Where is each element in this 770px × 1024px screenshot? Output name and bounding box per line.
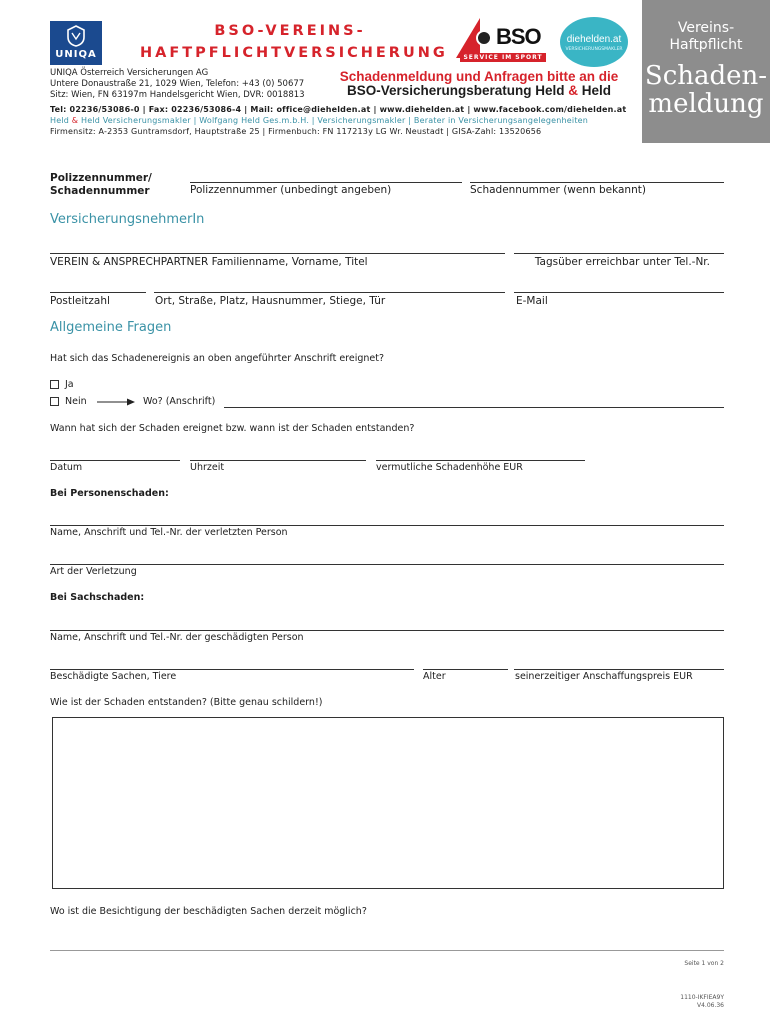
form-code-line2: V4.06.36 xyxy=(696,1002,724,1009)
side-title-top-line1: Vereins- xyxy=(677,20,735,36)
age-label: Alter xyxy=(423,671,446,682)
policy-number-line[interactable] xyxy=(190,182,462,183)
insurer-address xyxy=(50,68,305,101)
age-line[interactable] xyxy=(423,669,508,670)
amount-label: vermutliche Schadenhöhe EUR xyxy=(376,462,523,473)
price-line[interactable] xyxy=(514,669,724,670)
claim-heading-line1: Schadenmeldung und Anfragen bitte an die xyxy=(339,69,619,84)
side-title-top xyxy=(642,20,770,54)
injured-person-label: Name, Anschrift und Tel.-Nr. der verletzten Person xyxy=(50,527,288,538)
club-contact-label: VEREIN & ANSPRECHPARTNER Familienname, Vorname, Titel xyxy=(50,256,368,268)
ball-icon xyxy=(476,30,492,46)
time-line[interactable] xyxy=(190,460,366,461)
phone-line[interactable] xyxy=(514,253,724,254)
question-how: Wie ist der Schaden entstanden? (Bitte genau schildern!) xyxy=(50,697,323,708)
date-line[interactable] xyxy=(50,460,180,461)
broker-contact xyxy=(50,104,640,137)
bso-logo-sub: SERVICE IM SPORT xyxy=(460,53,546,62)
side-title-top-line2: Haftpflicht xyxy=(669,37,743,53)
email-label: E-Mail xyxy=(516,295,548,307)
claim-number-line[interactable] xyxy=(470,182,724,183)
form-title-line2: HAFTPFLICHTVERSICHERUNG xyxy=(140,45,448,61)
damaged-person-line[interactable] xyxy=(50,630,724,631)
option-no[interactable] xyxy=(50,396,87,407)
time-label: Uhrzeit xyxy=(190,462,225,473)
personal-damage-title: Bei Personenschaden: xyxy=(50,488,169,499)
side-title-box xyxy=(642,0,770,143)
question-when: Wann hat sich der Schaden ereignet bzw. wann ist der Schaden entstanden? xyxy=(50,423,415,434)
zip-label: Postleitzahl xyxy=(50,295,110,307)
address-line3: Sitz: Wien, FN 63197m Handelsgericht Wien, DVR: 0018813 xyxy=(50,90,305,100)
side-title-big-line2: meldung xyxy=(648,89,764,119)
form-code-line1: 1110-IKFIEA9Y xyxy=(680,994,724,1001)
damaged-items-line[interactable] xyxy=(50,669,414,670)
bso-logo xyxy=(456,18,546,62)
amount-line[interactable] xyxy=(376,460,585,461)
general-section-title: Allgemeine Fragen xyxy=(50,320,172,335)
yes-label: Ja xyxy=(65,379,74,390)
date-label: Datum xyxy=(50,462,83,473)
diehelden-logo xyxy=(560,17,628,67)
question-inspection: Wo ist die Besichtigung der beschädigten Sachen derzeit möglich? xyxy=(50,906,367,917)
page-number: Seite 1 von 2 xyxy=(684,960,724,967)
damage-description-box[interactable] xyxy=(52,717,724,889)
uniqa-logo-text: UNIQA xyxy=(55,49,97,60)
property-damage-title: Bei Sachschaden: xyxy=(50,592,145,603)
phone-label: Tagsüber erreichbar unter Tel.-Nr. xyxy=(534,256,710,268)
insured-section-title: VersicherungsnehmerIn xyxy=(50,212,205,227)
zip-line[interactable] xyxy=(50,292,146,293)
claim-number-label: Schadennummer (wenn bekannt) xyxy=(470,184,646,196)
diehelden-logo-text: diehelden.at xyxy=(566,34,622,45)
damaged-person-label: Name, Anschrift und Tel.-Nr. der geschädigten Person xyxy=(50,632,304,643)
policy-number-label: Polizzennummer (unbedingt angeben) xyxy=(190,184,392,196)
form-code xyxy=(620,994,724,1010)
contact-line1: Tel: 02236/53086-0 | Fax: 02236/53086-4 | Mail: office@diehelden.at | www.diehelden.at | www.facebook.com/diehelden.at xyxy=(50,105,627,114)
form-title-line1: BSO-VEREINS- xyxy=(214,23,366,39)
no-label: Nein xyxy=(65,396,87,407)
where-label: Wo? (Anschrift) xyxy=(143,396,216,407)
injury-type-line[interactable] xyxy=(50,564,724,565)
inspection-line[interactable] xyxy=(50,950,724,951)
side-title-big-line1: Schaden- xyxy=(644,61,768,91)
club-contact-line[interactable] xyxy=(50,253,505,254)
address-line2: Untere Donaustraße 21, 1029 Wien, Telefon: +43 (0) 50677 xyxy=(50,79,305,89)
email-line[interactable] xyxy=(514,292,724,293)
damaged-items-label: Beschädigte Sachen, Tiere xyxy=(50,671,177,682)
question-address: Hat sich das Schadenereignis an oben angeführter Anschrift ereignet? xyxy=(50,353,385,364)
street-label: Ort, Straße, Platz, Hausnummer, Stiege, Tür xyxy=(155,295,386,307)
address-line1: UNIQA Österreich Versicherungen AG xyxy=(50,68,209,78)
no-checkbox[interactable] xyxy=(50,397,59,406)
uniqa-crest-icon xyxy=(66,25,86,47)
price-label: seinerzeitiger Anschaffungspreis EUR xyxy=(515,671,693,682)
diehelden-logo-sub: VERSICHERUNGSMAKLER xyxy=(565,47,623,52)
side-title-big xyxy=(642,62,770,118)
policy-label: Polizzennummer/ Schadennummer xyxy=(50,172,152,197)
street-line[interactable] xyxy=(154,292,505,293)
claim-contact-heading xyxy=(322,70,636,98)
contact-line3: Firmensitz: A-2353 Guntramsdorf, Hauptstraße 25 | Firmenbuch: FN 117213y LG Wr. Neustadt | GISA-Zahl: 13520656 xyxy=(50,127,542,136)
contact-line2: Held & Held Versicherungsmakler | Wolfgang Held Ges.m.b.H. | Versicherungsmakler | Berater in Versicherungsangelegenheiten xyxy=(50,116,589,125)
form-title xyxy=(140,20,448,64)
uniqa-logo xyxy=(50,21,102,65)
arrow-right-icon xyxy=(96,397,136,407)
injured-person-line[interactable] xyxy=(50,525,724,526)
option-yes[interactable] xyxy=(50,379,74,390)
where-line[interactable] xyxy=(224,407,724,408)
claim-heading-line2: BSO-Versicherungsberatung Held & Held xyxy=(346,83,612,98)
injury-type-label: Art der Verletzung xyxy=(50,566,137,577)
bso-logo-text: BSO xyxy=(496,24,541,49)
yes-checkbox[interactable] xyxy=(50,380,59,389)
